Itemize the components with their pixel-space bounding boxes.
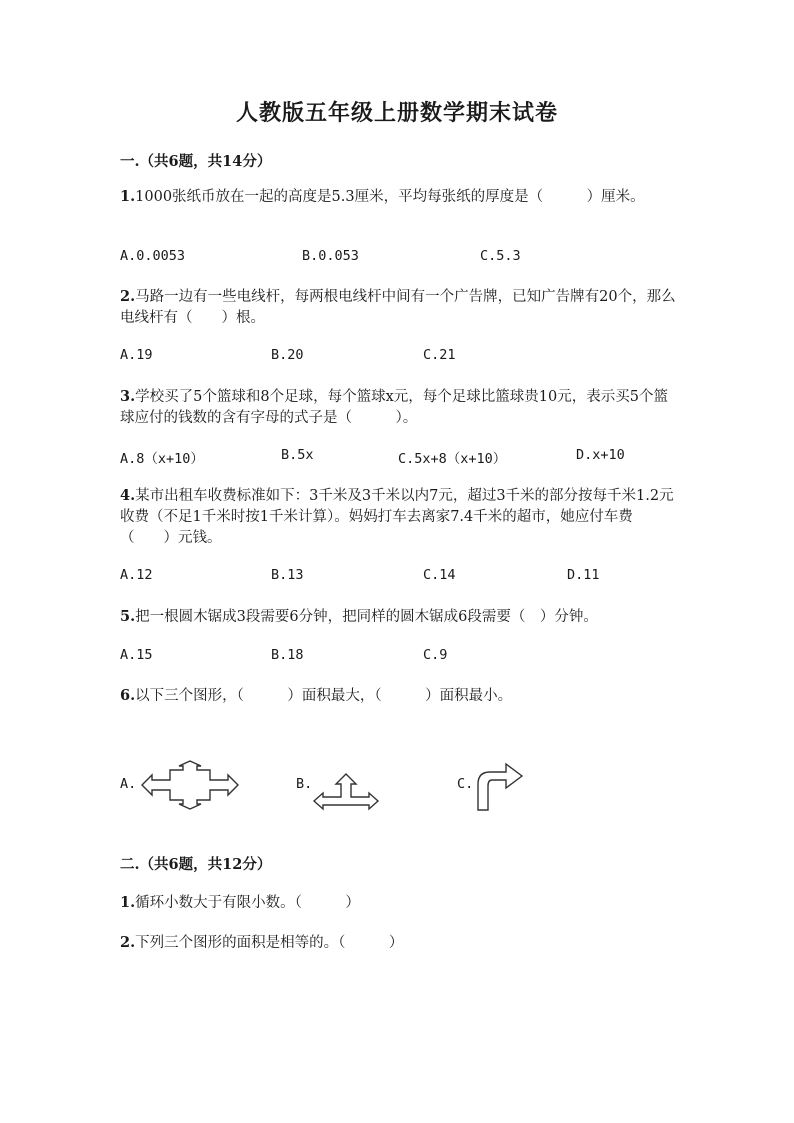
section-2-question-2 xyxy=(120,932,676,954)
question-2-option-a: A.19 xyxy=(120,347,153,363)
question-4-option-a: A.12 xyxy=(120,567,153,583)
question-1 xyxy=(120,186,676,208)
question-number: 2. xyxy=(120,288,136,305)
question-number: 2. xyxy=(120,934,136,951)
question-number: 6. xyxy=(120,687,136,704)
shape-c-figure xyxy=(476,760,526,812)
question-text: 学校买了5个篮球和8个足球，每个篮球x元，每个足球比篮球贵10元，表示买5个篮球应付的钱数的含有字母的式子是（ ）。 xyxy=(120,389,668,426)
question-text: 马路一边有一些电线杆，每两根电线杆中间有一个广告牌，已知广告牌有20个，那么电线杆有（ ）根。 xyxy=(120,289,676,326)
question-text: 循环小数大于有限小数。（ ） xyxy=(135,895,360,911)
question-4-option-c: C.14 xyxy=(423,567,456,583)
question-text: 1000张纸币放在一起的高度是5.3厘米，平均每张纸的厚度是（ ）厘米。 xyxy=(135,189,645,205)
question-text: 把一根圆木锯成3段需要6分钟，把同样的圆木锯成6段需要（ ）分钟。 xyxy=(135,609,598,625)
shape-c-label: C. xyxy=(457,776,474,792)
shape-b-label: B. xyxy=(296,776,313,792)
question-5-option-a: A.15 xyxy=(120,647,153,663)
section-2-heading: 二.（共6题，共12分） xyxy=(120,856,272,873)
question-2-option-b: B.20 xyxy=(271,347,304,363)
question-number: 1. xyxy=(120,894,136,911)
question-4-option-d: D.11 xyxy=(567,567,600,583)
question-number: 5. xyxy=(120,608,136,625)
question-4 xyxy=(120,485,676,549)
question-text: 下列三个图形的面积是相等的。（ ） xyxy=(135,935,404,951)
question-3 xyxy=(120,386,676,429)
question-4-option-b: B.13 xyxy=(271,567,304,583)
question-text: 以下三个图形，（ ）面积最大，（ ）面积最小。 xyxy=(135,688,513,704)
question-number: 1. xyxy=(120,188,136,205)
page-title: 人教版五年级上册数学期末试卷 xyxy=(235,100,558,126)
question-1-option-a: A.0.0053 xyxy=(120,248,186,264)
question-number: 3. xyxy=(120,388,136,405)
question-2-option-c: C.21 xyxy=(423,347,456,363)
question-2 xyxy=(120,286,676,329)
shape-b-figure xyxy=(313,772,379,812)
shape-a-label: A. xyxy=(120,776,137,792)
question-6 xyxy=(120,685,676,707)
question-number: 4. xyxy=(120,487,136,504)
section-1-heading: 一.（共6题，共14分） xyxy=(120,153,272,170)
question-1-option-c: C.5.3 xyxy=(480,248,521,264)
section-2-question-1 xyxy=(120,892,676,914)
question-5 xyxy=(120,606,676,628)
question-5-option-b: B.18 xyxy=(271,647,304,663)
shape-a-figure xyxy=(140,760,240,810)
question-1-option-b: B.0.053 xyxy=(302,248,359,264)
question-3-option-c: C.5x+8（x+10） xyxy=(398,451,507,467)
question-5-option-c: C.9 xyxy=(423,647,448,663)
question-text: 某市出租车收费标准如下：3千米及3千米以内7元，超过3千米的部分按每千米1.2元收费（不足1千米时按1千米计算）。妈妈打车去离家7.4千米的超市，她应付车费（ ）元钱。 xyxy=(120,488,674,546)
question-3-option-d: D.x+10 xyxy=(576,447,625,463)
question-3-option-b: B.5x xyxy=(281,447,314,463)
question-3-option-a: A.8（x+10） xyxy=(120,451,204,467)
